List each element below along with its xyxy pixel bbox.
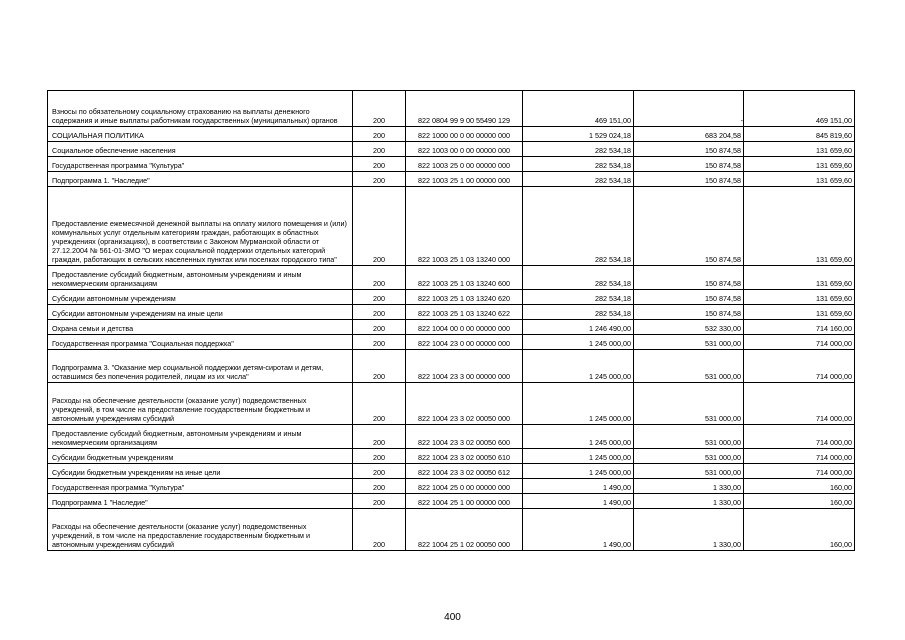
row-line-code: 200 <box>353 91 406 127</box>
row-value-unexecuted: 131 659,60 <box>744 266 855 290</box>
row-name: Государственная программа "Культура" <box>48 157 353 172</box>
row-value-approved: 282 534,18 <box>523 187 634 266</box>
row-value-approved: 1 490,00 <box>523 494 634 509</box>
row-value-executed: 531 000,00 <box>634 383 744 425</box>
row-value-approved: 282 534,18 <box>523 157 634 172</box>
table-row <box>48 494 855 509</box>
row-budget-code: 822 1003 25 0 00 00000 000 <box>406 157 523 172</box>
table-row <box>48 383 855 425</box>
row-value-executed: - <box>634 91 744 127</box>
row-name: Предоставление субсидий бюджетным, автономным учреждениям и иным некоммерческим организациям <box>48 425 353 449</box>
table-row <box>48 305 855 320</box>
row-name: Субсидии автономным учреждениям <box>48 290 353 305</box>
row-value-unexecuted: 714 000,00 <box>744 383 855 425</box>
row-line-code: 200 <box>353 290 406 305</box>
row-name: Субсидии бюджетным учреждениям на иные цели <box>48 464 353 479</box>
row-value-executed: 1 330,00 <box>634 479 744 494</box>
table-row <box>48 425 855 449</box>
row-budget-code: 822 0804 99 9 00 55490 129 <box>406 91 523 127</box>
page-number: 400 <box>444 612 461 623</box>
row-value-executed: 150 874,58 <box>634 157 744 172</box>
row-value-executed: 683 204,58 <box>634 127 744 142</box>
table-row <box>48 464 855 479</box>
budget-table-body <box>48 91 855 551</box>
row-value-unexecuted: 845 819,60 <box>744 127 855 142</box>
row-line-code: 200 <box>353 494 406 509</box>
row-value-approved: 1 245 000,00 <box>523 350 634 383</box>
row-line-code: 200 <box>353 449 406 464</box>
row-value-unexecuted: 714 000,00 <box>744 464 855 479</box>
row-value-executed: 1 330,00 <box>634 494 744 509</box>
table-row <box>48 335 855 350</box>
row-value-approved: 282 534,18 <box>523 172 634 187</box>
row-budget-code: 822 1003 25 1 03 13240 622 <box>406 305 523 320</box>
row-name: Расходы на обеспечение деятельности (оказание услуг) подведомственных учреждений, в том числе на предоставление государственным бюджетным и автономным учреждениям субсидий <box>48 509 353 551</box>
row-name: Охрана семьи и детства <box>48 320 353 335</box>
row-line-code: 200 <box>353 305 406 320</box>
table-row <box>48 350 855 383</box>
row-value-unexecuted: 131 659,60 <box>744 142 855 157</box>
table-row <box>48 509 855 551</box>
row-name: Предоставление ежемесячной денежной выплаты на оплату жилого помещения и (или) коммунальных услуг отдельным категориям граждан, работающих в областных учреждениях (организациях), в соответствии с Законом Мурманской области от 27.12.2004 № 561-01-ЗМО "О мерах социальной поддержки отдельных категорий граждан, работающих в сельских населенных пунктах или поселках городского типа" <box>48 187 353 266</box>
row-value-unexecuted: 131 659,60 <box>744 172 855 187</box>
row-line-code: 200 <box>353 335 406 350</box>
table-row <box>48 142 855 157</box>
row-value-unexecuted: 714 000,00 <box>744 449 855 464</box>
row-name: Подпрограмма 1. "Наследие" <box>48 172 353 187</box>
row-budget-code: 822 1003 25 1 03 13240 620 <box>406 290 523 305</box>
row-name: Субсидии бюджетным учреждениям <box>48 449 353 464</box>
table-row <box>48 127 855 142</box>
row-name: Расходы на обеспечение деятельности (оказание услуг) подведомственных учреждений, в том числе на предоставление государственным бюджетным и автономным учреждениям субсидий <box>48 383 353 425</box>
row-budget-code: 822 1004 25 1 00 00000 000 <box>406 494 523 509</box>
row-budget-code: 822 1004 23 3 02 00050 000 <box>406 383 523 425</box>
row-value-unexecuted: 131 659,60 <box>744 305 855 320</box>
row-value-approved: 1 490,00 <box>523 509 634 551</box>
row-value-executed: 531 000,00 <box>634 464 744 479</box>
row-value-unexecuted: 714 000,00 <box>744 350 855 383</box>
row-value-unexecuted: 160,00 <box>744 509 855 551</box>
table-row <box>48 266 855 290</box>
row-value-unexecuted: 131 659,60 <box>744 157 855 172</box>
row-name: Подпрограмма 1 "Наследие" <box>48 494 353 509</box>
row-value-approved: 1 245 000,00 <box>523 425 634 449</box>
table-row <box>48 187 855 266</box>
row-value-unexecuted: 160,00 <box>744 479 855 494</box>
row-budget-code: 822 1004 23 3 02 00050 610 <box>406 449 523 464</box>
row-value-unexecuted: 131 659,60 <box>744 187 855 266</box>
row-value-unexecuted: 469 151,00 <box>744 91 855 127</box>
row-value-approved: 1 245 000,00 <box>523 383 634 425</box>
row-value-approved: 1 529 024,18 <box>523 127 634 142</box>
row-value-unexecuted: 714 000,00 <box>744 425 855 449</box>
row-budget-code: 822 1004 25 0 00 00000 000 <box>406 479 523 494</box>
row-line-code: 200 <box>353 266 406 290</box>
row-value-executed: 532 330,00 <box>634 320 744 335</box>
row-line-code: 200 <box>353 464 406 479</box>
table-row <box>48 157 855 172</box>
row-budget-code: 822 1003 25 1 03 13240 000 <box>406 187 523 266</box>
row-value-executed: 150 874,58 <box>634 266 744 290</box>
table-row <box>48 91 855 127</box>
row-name: Социальное обеспечение населения <box>48 142 353 157</box>
row-name: СОЦИАЛЬНАЯ ПОЛИТИКА <box>48 127 353 142</box>
row-budget-code: 822 1004 23 3 02 00050 612 <box>406 464 523 479</box>
row-name: Подпрограмма 3. "Оказание мер социальной поддержки детям-сиротам и детям, оставшимся без попечения родителей, лицам из их числа" <box>48 350 353 383</box>
row-value-executed: 1 330,00 <box>634 509 744 551</box>
row-value-executed: 531 000,00 <box>634 449 744 464</box>
row-value-unexecuted: 160,00 <box>744 494 855 509</box>
row-value-executed: 150 874,58 <box>634 142 744 157</box>
row-line-code: 200 <box>353 320 406 335</box>
row-budget-code: 822 1000 00 0 00 00000 000 <box>406 127 523 142</box>
row-budget-code: 822 1004 23 0 00 00000 000 <box>406 335 523 350</box>
row-value-executed: 531 000,00 <box>634 425 744 449</box>
row-value-executed: 531 000,00 <box>634 335 744 350</box>
row-value-approved: 1 490,00 <box>523 479 634 494</box>
row-name: Государственная программа "Культура" <box>48 479 353 494</box>
table-row <box>48 290 855 305</box>
row-budget-code: 822 1003 25 1 00 00000 000 <box>406 172 523 187</box>
row-value-approved: 1 245 000,00 <box>523 464 634 479</box>
row-budget-code: 822 1003 00 0 00 00000 000 <box>406 142 523 157</box>
row-budget-code: 822 1004 25 1 02 00050 000 <box>406 509 523 551</box>
row-value-executed: 150 874,58 <box>634 290 744 305</box>
row-name: Государственная программа "Социальная поддержка" <box>48 335 353 350</box>
row-line-code: 200 <box>353 187 406 266</box>
row-value-approved: 469 151,00 <box>523 91 634 127</box>
row-line-code: 200 <box>353 142 406 157</box>
row-value-approved: 282 534,18 <box>523 290 634 305</box>
row-line-code: 200 <box>353 425 406 449</box>
row-budget-code: 822 1004 23 3 00 00000 000 <box>406 350 523 383</box>
row-name: Предоставление субсидий бюджетным, автономным учреждениям и иным некоммерческим организациям <box>48 266 353 290</box>
row-budget-code: 822 1004 23 3 02 00050 600 <box>406 425 523 449</box>
table-row <box>48 172 855 187</box>
row-value-executed: 531 000,00 <box>634 350 744 383</box>
row-value-unexecuted: 131 659,60 <box>744 290 855 305</box>
row-value-approved: 1 246 490,00 <box>523 320 634 335</box>
row-value-unexecuted: 714 000,00 <box>744 335 855 350</box>
table-row <box>48 320 855 335</box>
row-value-executed: 150 874,58 <box>634 187 744 266</box>
row-value-approved: 282 534,18 <box>523 266 634 290</box>
row-budget-code: 822 1003 25 1 03 13240 600 <box>406 266 523 290</box>
budget-table <box>47 90 855 551</box>
row-value-executed: 150 874,58 <box>634 305 744 320</box>
table-row <box>48 449 855 464</box>
table-row <box>48 479 855 494</box>
row-name: Субсидии автономным учреждениям на иные цели <box>48 305 353 320</box>
row-line-code: 200 <box>353 509 406 551</box>
row-line-code: 200 <box>353 383 406 425</box>
row-value-executed: 150 874,58 <box>634 172 744 187</box>
row-line-code: 200 <box>353 127 406 142</box>
row-value-approved: 282 534,18 <box>523 142 634 157</box>
row-value-unexecuted: 714 160,00 <box>744 320 855 335</box>
row-budget-code: 822 1004 00 0 00 00000 000 <box>406 320 523 335</box>
row-name: Взносы по обязательному социальному страхованию на выплаты денежного содержания и иные выплаты работникам государственных (муниципальных) органов <box>48 91 353 127</box>
row-line-code: 200 <box>353 479 406 494</box>
row-line-code: 200 <box>353 157 406 172</box>
row-line-code: 200 <box>353 350 406 383</box>
row-value-approved: 1 245 000,00 <box>523 449 634 464</box>
row-line-code: 200 <box>353 172 406 187</box>
row-value-approved: 282 534,18 <box>523 305 634 320</box>
row-value-approved: 1 245 000,00 <box>523 335 634 350</box>
